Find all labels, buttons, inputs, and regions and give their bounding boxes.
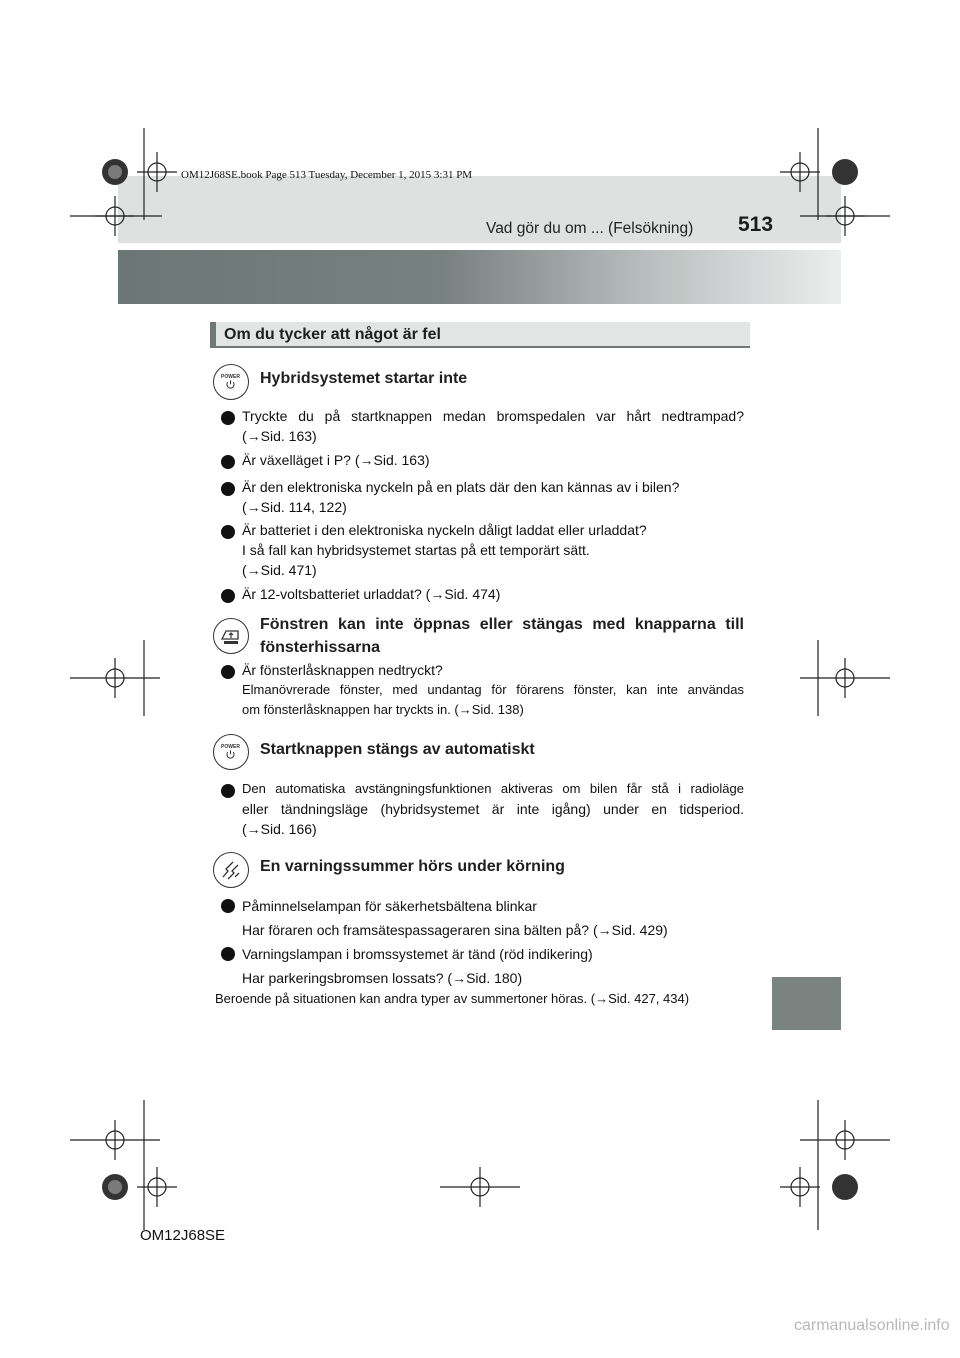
footer-note: Beroende på situationen kan andra typer av summertoner höras. (→Sid. 427, 434)	[215, 991, 690, 1006]
page-title: Vad gör du om ... (Felsökning)	[486, 220, 694, 237]
topic-title: Fönstren kan inte öppnas eller stängas med knapparna till fönsterhissarna	[260, 616, 744, 656]
document-code: OM12J68SE	[140, 1227, 226, 1244]
watermark: carmanualsonline.info	[794, 1317, 950, 1334]
list-item: Är 12-voltsbatteriet urladdat? (→Sid. 474)	[242, 586, 501, 602]
topic-title: En varningssummer hörs under körning	[260, 858, 565, 875]
list-item: Är växelläget i P? (→Sid. 163)	[242, 452, 430, 468]
power-icon-label: POWER	[221, 744, 240, 750]
topic-title: Hybridsystemet startar inte	[260, 370, 468, 387]
section-title: Om du tycker att något är fel	[224, 326, 441, 343]
list-item: Är fönsterlåsknappen nedtryckt? Elmanövrerade fönster, med undantag för förarens fönster, kan inte användas om fönsterlåsknappen har tryckts in. (→Sid. 138)	[242, 662, 744, 717]
list-item: Varningslampan i bromssystemet är tänd (röd indikering) Har parkeringsbromsen lossats? (→Sid. 180)	[242, 946, 593, 986]
list-item: Är batteriet i den elektroniska nyckeln dåligt laddat eller urladdat? I så fall kan hybridsystemet startas på ett temporärt sätt. (→Sid. 471)	[242, 522, 647, 578]
list-item: Den automatiska avstängningsfunktionen aktiveras om bilen får stå i radioläge eller tändningsläge (hybridsystemet är inte igång) under en tidsperiod. (→Sid. 166)	[242, 781, 744, 837]
list-item: Är den elektroniska nyckeln på en plats där den kan kännas av i bilen? (→Sid. 114, 122)	[242, 479, 680, 515]
list-item: Tryckte du på startknappen medan bromspedalen var hårt nedtrampad? (→Sid. 163)	[242, 408, 744, 444]
topic-title: Startknappen stängs av automatiskt	[260, 741, 535, 758]
list-item: Påminnelselampan för säkerhetsbältena blinkar Har föraren och framsätespassageraren sina bälten på? (→Sid. 429)	[242, 898, 668, 938]
book-info: OM12J68SE.book Page 513 Tuesday, December 1, 2015 3:31 PM	[181, 169, 473, 181]
page-number: 513	[738, 213, 774, 236]
power-icon-label: POWER	[221, 374, 240, 380]
